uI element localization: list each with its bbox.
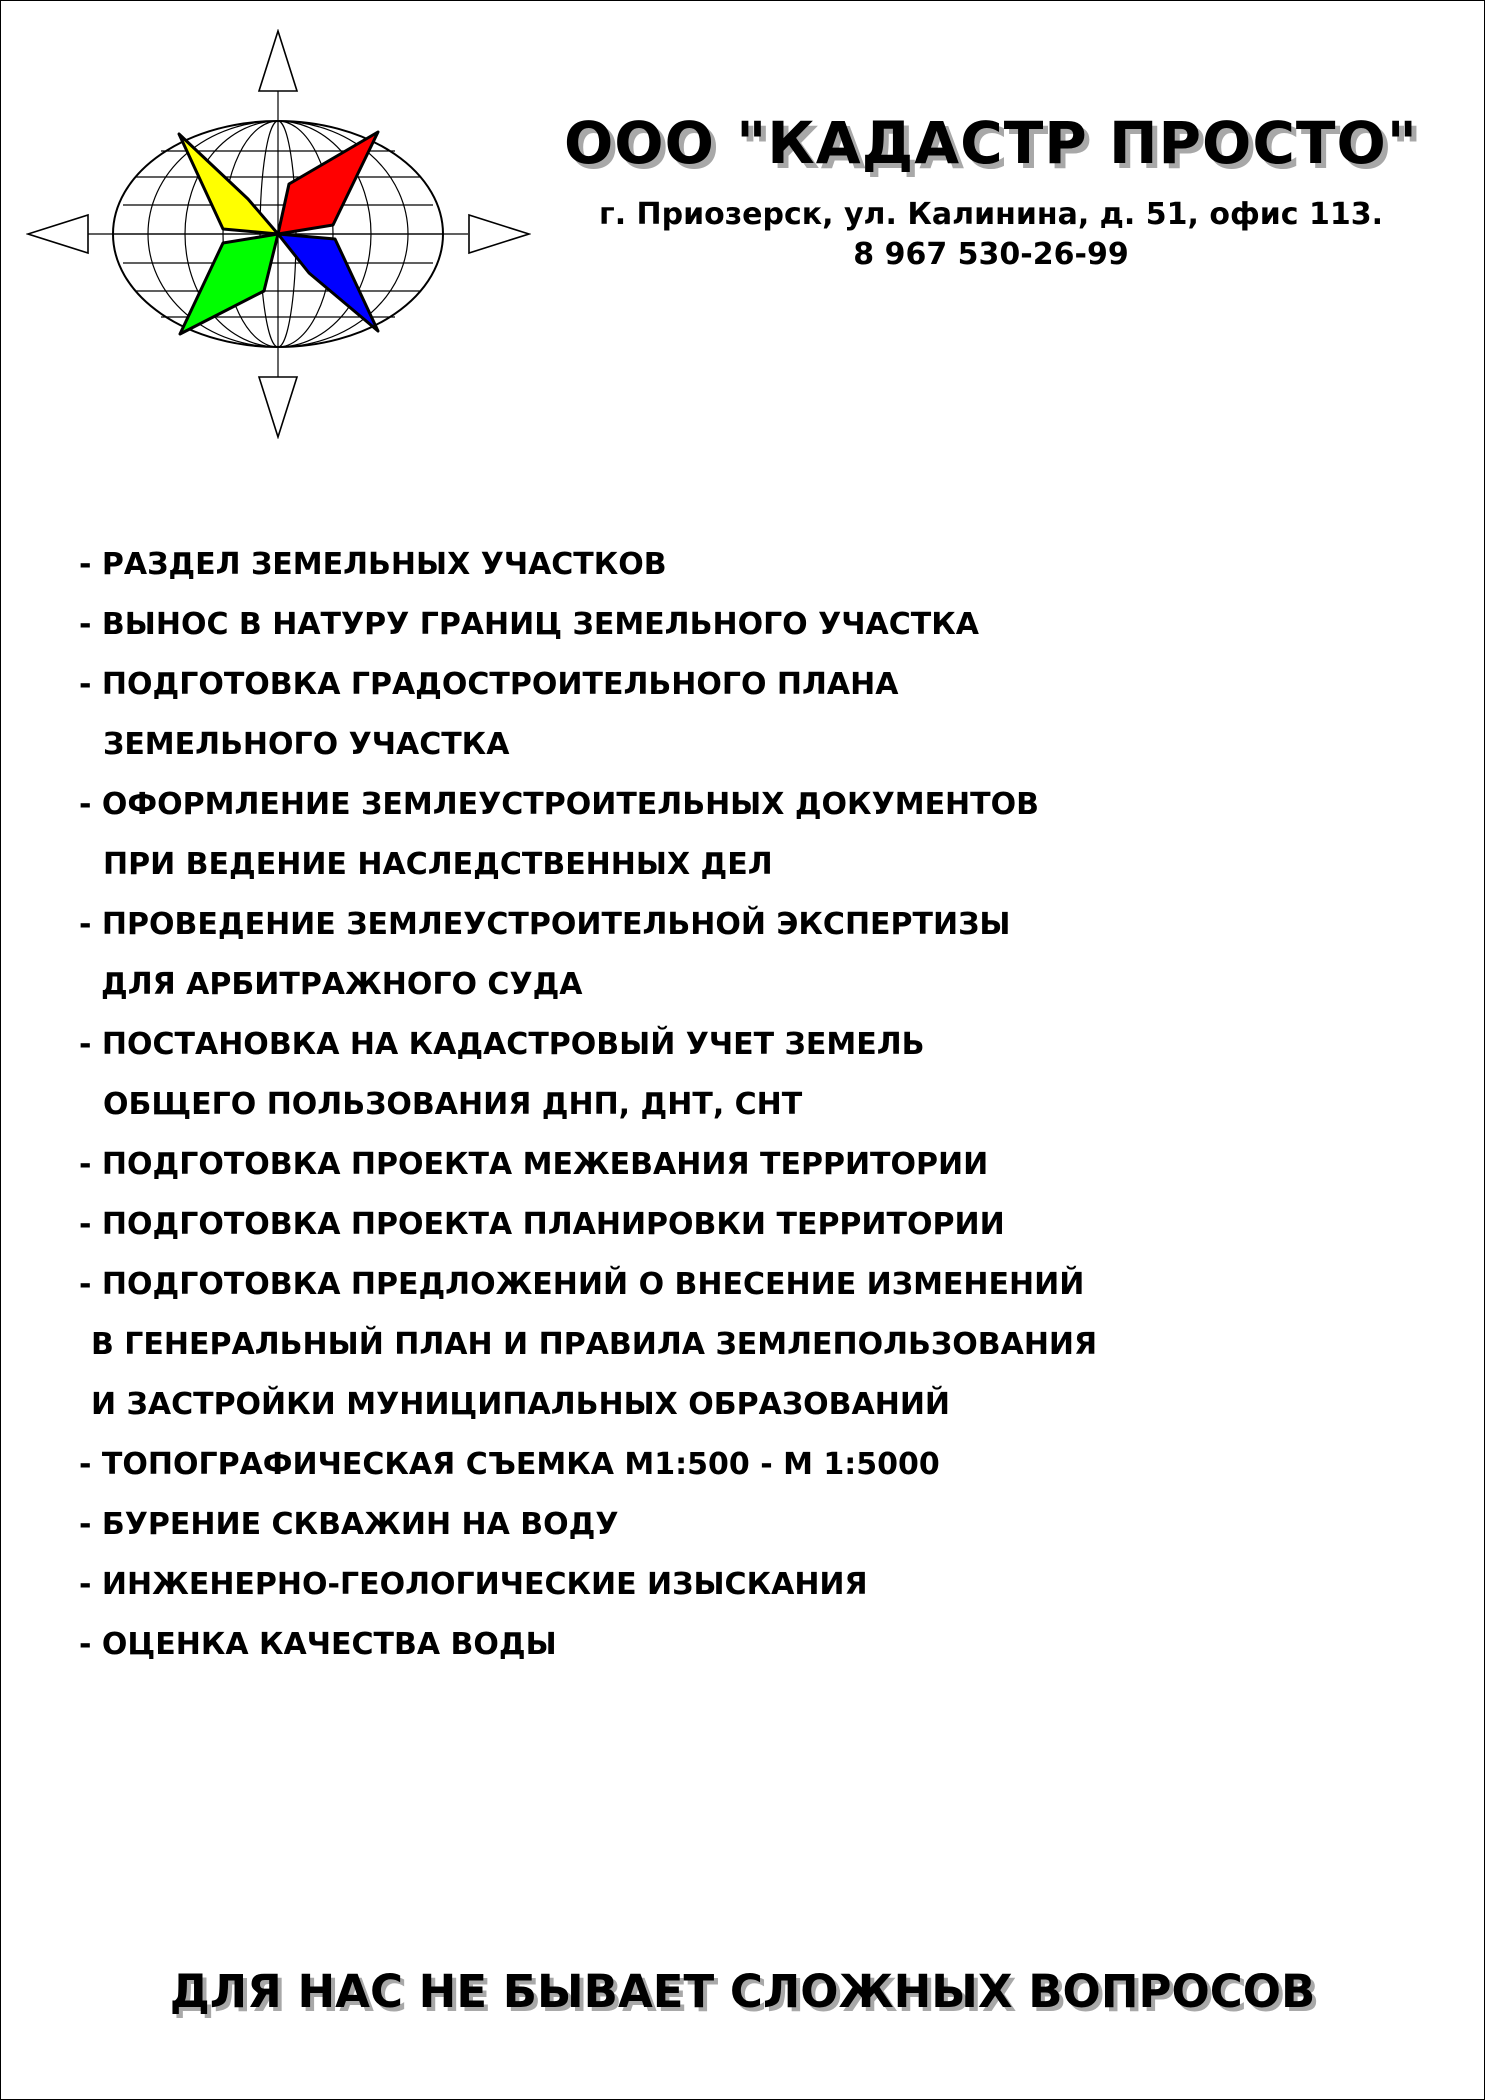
compass-globe-logo-icon xyxy=(26,29,531,439)
service-item: - РАЗДЕЛ ЗЕМЕЛЬНЫХ УЧАСТКОВ xyxy=(79,547,667,582)
service-item: - ПОДГОТОВКА ПРОЕКТА МЕЖЕВАНИЯ ТЕРРИТОРИИ xyxy=(79,1147,989,1182)
slogan: ДЛЯ НАС НЕ БЫВАЕТ СЛОЖНЫХ ВОПРОСОВ xyxy=(169,1965,1316,2018)
company-name: ООО "КАДАСТР ПРОСТО" xyxy=(563,109,1418,177)
service-item: ДЛЯ АРБИТРАЖНОГО СУДА xyxy=(101,967,583,1002)
service-item: - ПОДГОТОВКА ПРЕДЛОЖЕНИЙ О ВНЕСЕНИЕ ИЗМЕНЕНИЙ xyxy=(79,1267,1085,1302)
company-address: г. Приозерск, ул. Калинина, д. 51, офис 113. xyxy=(599,197,1383,232)
service-item: ОБЩЕГО ПОЛЬЗОВАНИЯ ДНП, ДНТ, СНТ xyxy=(103,1087,803,1122)
service-item: - ИНЖЕНЕРНО-ГЕОЛОГИЧЕСКИЕ ИЗЫСКАНИЯ xyxy=(79,1567,868,1602)
service-item: - ПОДГОТОВКА ГРАДОСТРОИТЕЛЬНОГО ПЛАНА xyxy=(79,667,899,702)
service-item: В ГЕНЕРАЛЬНЫЙ ПЛАН И ПРАВИЛА ЗЕМЛЕПОЛЬЗОВАНИЯ xyxy=(91,1327,1098,1362)
service-item: - ПОСТАНОВКА НА КАДАСТРОВЫЙ УЧЕТ ЗЕМЕЛЬ xyxy=(79,1027,925,1062)
services-list xyxy=(79,535,1419,1675)
service-item: - БУРЕНИЕ СКВАЖИН НА ВОДУ xyxy=(79,1507,619,1542)
service-item: И ЗАСТРОЙКИ МУНИЦИПАЛЬНЫХ ОБРАЗОВАНИЙ xyxy=(91,1387,951,1422)
service-item: - ТОПОГРАФИЧЕСКАЯ СЪЕМКА М1:500 - М 1:5000 xyxy=(79,1447,940,1482)
service-item: - ПОДГОТОВКА ПРОЕКТА ПЛАНИРОВКИ ТЕРРИТОРИИ xyxy=(79,1207,1005,1242)
service-item: ЗЕМЕЛЬНОГО УЧАСТКА xyxy=(103,727,510,762)
service-item: ПРИ ВЕДЕНИЕ НАСЛЕДСТВЕННЫХ ДЕЛ xyxy=(103,847,773,882)
company-phone: 8 967 530-26-99 xyxy=(853,237,1129,272)
service-item: - ОФОРМЛЕНИЕ ЗЕМЛЕУСТРОИТЕЛЬНЫХ ДОКУМЕНТОВ xyxy=(79,787,1039,822)
service-item: - ПРОВЕДЕНИЕ ЗЕМЛЕУСТРОИТЕЛЬНОЙ ЭКСПЕРТИЗЫ xyxy=(79,907,1011,942)
service-item: - ВЫНОС В НАТУРУ ГРАНИЦ ЗЕМЕЛЬНОГО УЧАСТКА xyxy=(79,607,979,642)
service-item: - ОЦЕНКА КАЧЕСТВА ВОДЫ xyxy=(79,1627,557,1662)
